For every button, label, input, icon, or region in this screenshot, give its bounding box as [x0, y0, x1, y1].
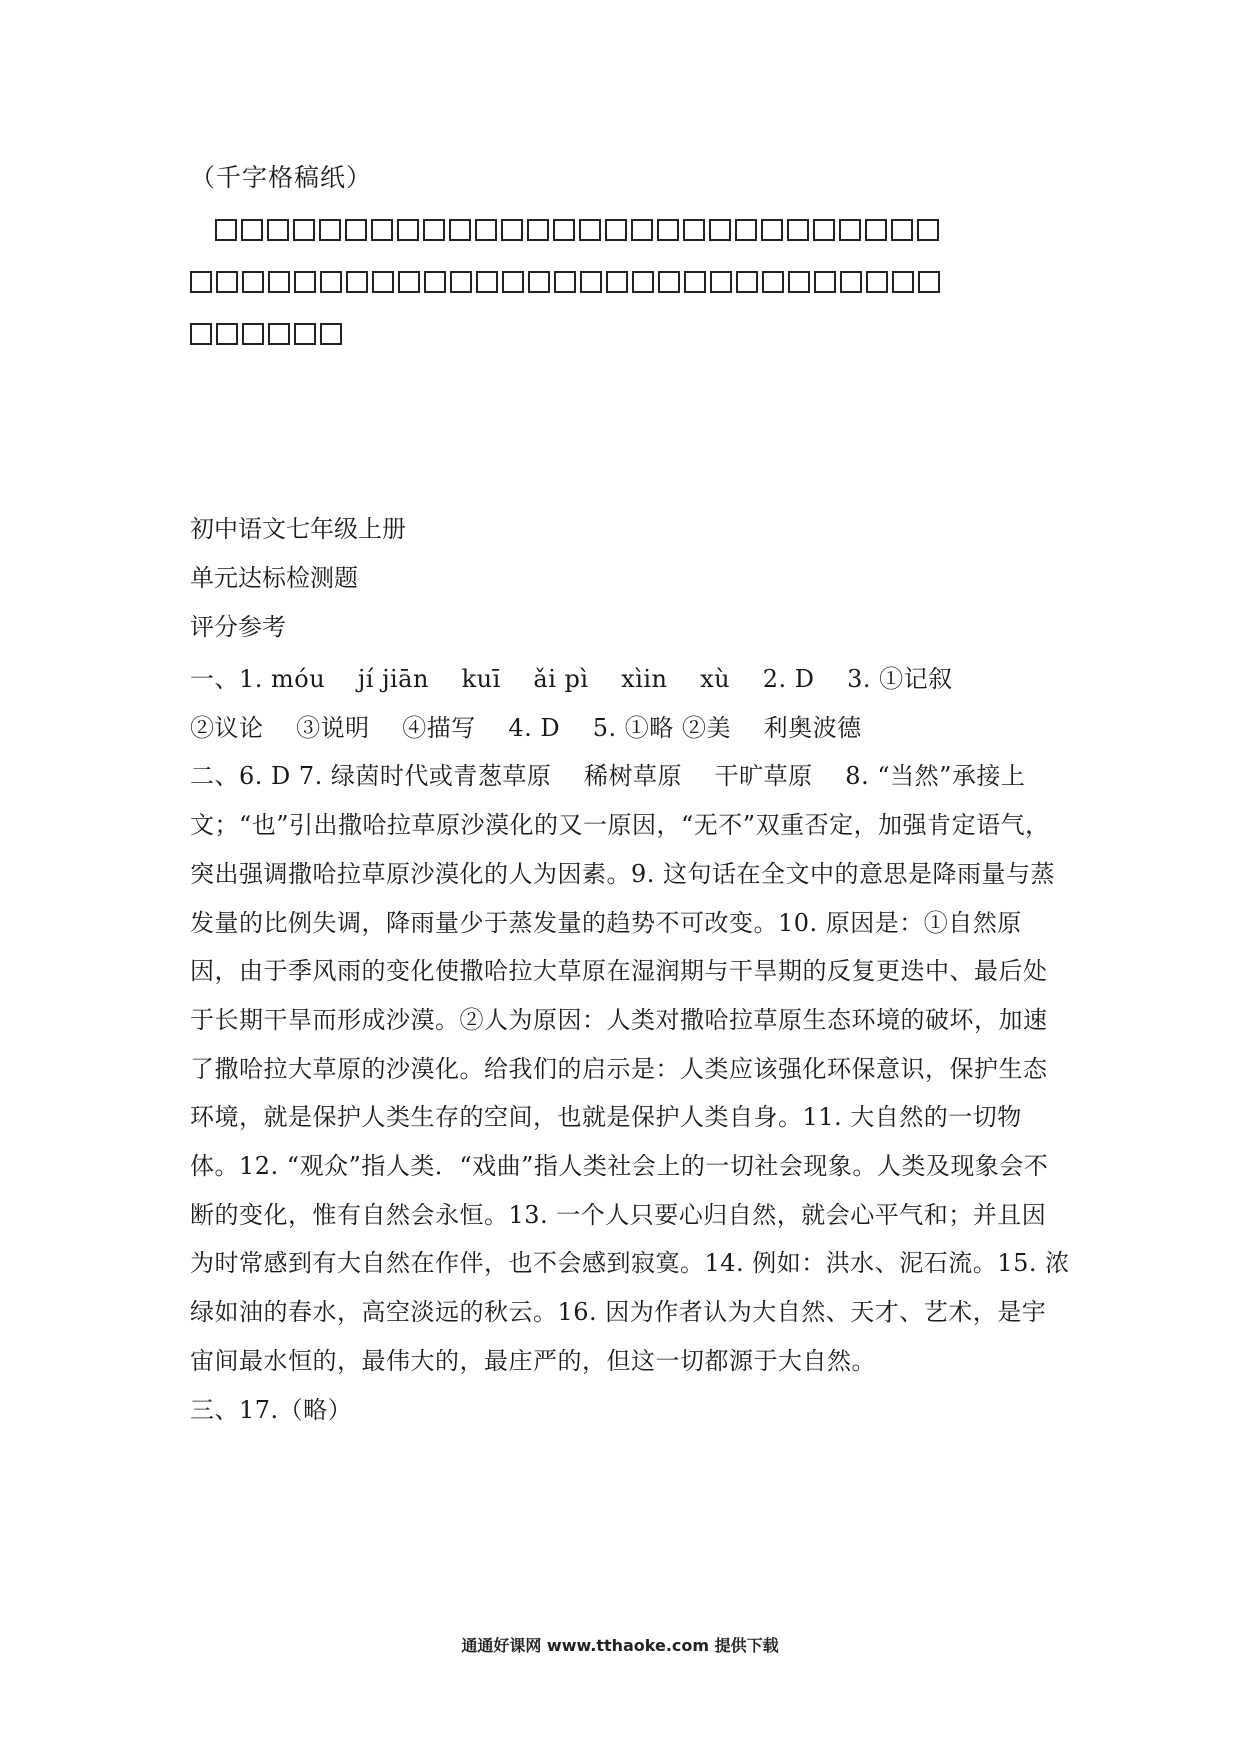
grid-cell — [892, 271, 914, 293]
grid-cell — [580, 271, 602, 293]
grid-cell — [813, 219, 835, 241]
grid-cell — [657, 219, 679, 241]
grid-cell — [475, 219, 497, 241]
grid-cell — [840, 271, 862, 293]
character-grid — [190, 204, 1070, 360]
grid-cell — [839, 219, 861, 241]
grid-cell — [242, 271, 264, 293]
grid-cell — [736, 271, 758, 293]
grid-cell — [267, 219, 289, 241]
heading-test-title: 单元达标检测题 — [190, 564, 358, 592]
grid-cell — [346, 271, 368, 293]
heading-book-title: 初中语文七年级上册 — [190, 515, 406, 543]
grid-cell — [761, 219, 783, 241]
answer-body — [190, 655, 1070, 1434]
grid-cell — [320, 323, 342, 345]
grid-cell — [606, 271, 628, 293]
grid-cell — [579, 219, 601, 241]
grid-row-1 — [190, 204, 1070, 256]
grid-cell — [917, 219, 939, 241]
grid-cell — [190, 323, 212, 345]
download-footer: 通通好课网 www.tthaoke.com 提供下载 — [461, 1636, 779, 1655]
grid-cell — [501, 219, 523, 241]
grid-cell — [865, 219, 887, 241]
grid-cell — [527, 219, 549, 241]
grid-cell — [190, 271, 212, 293]
grid-cell — [268, 323, 290, 345]
grid-cell — [814, 271, 836, 293]
grid-cell — [294, 271, 316, 293]
grid-cell — [449, 219, 471, 241]
grid-cell — [658, 271, 680, 293]
grid-cell — [710, 271, 732, 293]
answer-section-1-line-2: ②议论 ③说明 ④描写 4. D 5. ①略 ②美 利奥波德 — [190, 713, 862, 742]
grid-cell — [398, 271, 420, 293]
grid-cell — [319, 219, 341, 241]
grid-cell — [345, 219, 367, 241]
grid-cell — [762, 271, 784, 293]
grid-cell — [605, 219, 627, 241]
grid-cell — [476, 271, 498, 293]
grid-cell — [502, 271, 524, 293]
grid-cell — [242, 323, 264, 345]
answer-section-3: 三、17.（略） — [190, 1395, 353, 1424]
grid-cell — [683, 219, 705, 241]
grid-row-2 — [190, 256, 1070, 308]
grid-cell — [320, 271, 342, 293]
grid-cell — [684, 271, 706, 293]
grid-cell — [397, 219, 419, 241]
grid-cell — [371, 219, 393, 241]
grid-cell — [372, 271, 394, 293]
grid-cell — [787, 219, 809, 241]
grid-cell — [216, 271, 238, 293]
grid-cell — [215, 219, 237, 241]
grid-cell — [554, 271, 576, 293]
grid-cell — [866, 271, 888, 293]
grid-cell — [632, 271, 654, 293]
grid-paper-caption: （千字格稿纸） — [190, 163, 373, 192]
grid-cell — [241, 219, 263, 241]
heading-scoring-reference: 评分参考 — [190, 613, 286, 641]
grid-cell — [891, 219, 913, 241]
grid-cell — [293, 219, 315, 241]
answer-section-1-line-1: 一、1. móu jí jiān kuī ǎi pì xìin xù 2. D 3. ①记叙 — [190, 665, 953, 693]
grid-cell — [423, 219, 445, 241]
grid-cell — [450, 271, 472, 293]
grid-cell — [216, 323, 238, 345]
grid-row-3 — [190, 308, 1070, 360]
grid-cell — [294, 323, 316, 345]
answer-section-2: 二、6. D 7. 绿茵时代或青葱草原 稀树草原 干旷草原 8. “当然”承接上文；“也”引出撒哈拉草原沙漠化的又一原因，“无不”双重否定，加强肯定语气，突出强调撒哈拉草原沙漠化的人为因素。9. 这句话在全文中的意思是降雨量与蒸发量的比例失调，降雨量少于蒸发量的趋势不可改变。10. 原因是：①自然原因，由于季风雨的变化使撒哈拉大草原在湿润期与干旱期的反复更迭中、最后处于长期干旱而形成沙漠。②人为原因：人类对撒哈拉草原生态环境的破坏，加速了撒哈拉大草原的沙漠化。给我们的启示是：人类应该强化环保意识，保护生态环境，就是保护人类生存的空间，也就是保护人类自身。11. 大自然的一切物体。12. “观众”指人类．“戏曲”指人类社会上的一切社会现象。人类及现象会不断的变化，惟有自然会永恒。13. 一个人只要心归自然，就会心平气和；并且因为时常感到有大自然在作伴，也不会感到寂寞。14. 例如：洪水、泥石流。15. 浓绿如油的春水，高空淡远的秋云。16. 因为作者认为大自然、天才、艺术，是宇宙间最水恒的，最伟大的，最庄严的，但这一切都源于大自然。 — [190, 762, 1070, 1375]
grid-cell — [631, 219, 653, 241]
grid-cell — [788, 271, 810, 293]
answer-heading — [190, 505, 406, 652]
grid-cell — [918, 271, 940, 293]
grid-cell — [735, 219, 757, 241]
grid-cell — [709, 219, 731, 241]
grid-cell — [553, 219, 575, 241]
grid-cell — [528, 271, 550, 293]
grid-cell — [268, 271, 290, 293]
grid-cell — [424, 271, 446, 293]
